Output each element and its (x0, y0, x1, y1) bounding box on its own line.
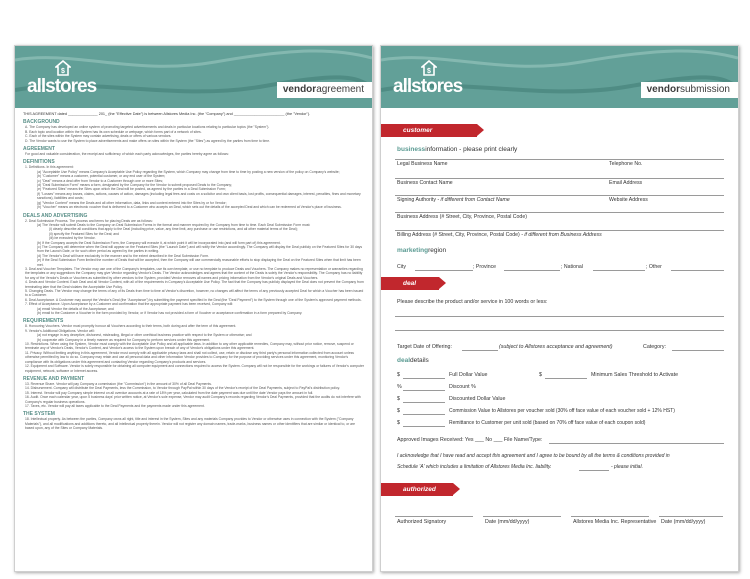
authorized-ribbon: authorized (381, 483, 453, 496)
clause-text: (a) not engage in any deceptive, dishonest, misleading, illegal or other unethical business practice with respect to the System or otherwise; and (37, 333, 252, 338)
clause-text: 5. Changing Deals. The Vendor may change the terms of any of its Deals from time to time at Vendor's discretion, however, no changes will affect the terms of any previously accepted Deal for which a Voucher has been issued to a Customer. (25, 289, 364, 298)
section-heading: BACKGROUND (23, 119, 60, 126)
clause-text: (g) "Vendor Content" means the Deals and all other information, data, links and content entered into the Sites by or for Vendor; (37, 200, 227, 205)
section-heading: REVENUE AND PAYMENT (23, 375, 85, 382)
date-label: Date (mm/dd/yyyy) (485, 519, 530, 525)
field-rule[interactable] (403, 378, 445, 379)
deal-ribbon: deal (381, 277, 439, 290)
clause-text: 3. Deal and Voucher Templates. The Vendor may use one of the Company's templates, use its own template, or use no template to produce Deals and Vouchers. The Company makes no representation or warranties regarding the templates or any suggestions the Company may give Vendor regarding Vendor's Deals. The Vendor acknowledges and agrees that the content of the Deals is solely the Vendor's responsibility. The Company has no liability for any of the Vendor's Deals or Vouchers as submitted by other vendors to the System, provided Vendor removes all names and pricing information from the Vendor's original Deals and Vouchers. (25, 266, 363, 280)
full-dollar-value-label: Full Dollar Value (449, 372, 488, 378)
discount-symbol: % (397, 384, 402, 390)
field-rule (671, 270, 724, 271)
field-rule (395, 230, 724, 231)
signature-line[interactable] (659, 516, 723, 517)
deal-details-heading-rest: details (410, 357, 429, 364)
billing-address-label: Billing Address (# Street, City, Province, Postal Code) (397, 232, 520, 238)
telephone-field[interactable]: Telephone No. (609, 161, 643, 167)
date-label: Date (mm/dd/yyyy) (661, 519, 706, 525)
business-contact-name-field[interactable]: Business Contact Name (397, 180, 453, 186)
billing-address-field[interactable] (397, 232, 602, 238)
deal-details-heading (397, 357, 429, 364)
clause-text: 12. Equipment and Software. Vendor is solely responsible for obtaining all computer equipment and connections required to access the System. Company will not be responsible for the workings or failures of Vendor's computer equipment, network, software or Internet access. (25, 364, 364, 373)
marketing-heading-bold: marketing (397, 247, 429, 254)
clause-text: 2. Deal Submission Process. The process and terms for placing Deals are as follows: (25, 218, 153, 223)
signature-line[interactable] (571, 516, 649, 517)
discounted-dollar-symbol: $ (397, 396, 400, 402)
clause-text: (iii) be executed by the Vendor. (49, 236, 96, 241)
clause-text: 8. Honouring Vouchers. Vendor must promptly honour all Vouchers according to their terms, both during and after the term of this agreement. (25, 324, 237, 329)
clause-text: (a) The Vendor will submit Deals to the Company on Deal Submission Forms in the format and manner required by the Company from time to time. Each Deal Submission Form must: (37, 222, 311, 227)
clause-text: A. The Company has developed an online system of promoting targeted advertisements and deals in particular locations relating to particular topics (the "System"). (25, 125, 270, 130)
email-address-field[interactable]: Email Address (609, 180, 643, 186)
clause-text: 1. Definitions. In this agreement: (25, 165, 74, 170)
target-date-label: Target Date of Offering: (397, 344, 452, 350)
business-heading (397, 146, 517, 153)
header-banner (381, 46, 738, 108)
region-national-field[interactable]: ; National (561, 264, 583, 270)
clause-text: (b) "Customer" means a customer, potential customer, or any end user of the System; (37, 174, 166, 179)
clause-text: 16. Audit. Once each calendar year, upon 5 business days' prior written notice, at Vendor's sole expense, Vendor may audit Company's records regarding Vendor's Deal Payments, provided that the audits do not interfere with Company's regular business operations. (25, 395, 361, 404)
section-heading: DEFINITIONS (23, 159, 55, 166)
description-line[interactable] (395, 330, 724, 331)
field-rule[interactable] (545, 378, 587, 379)
billing-address-note: - if different from Business Address (521, 232, 602, 238)
signing-authority-label: Signing Authority (397, 197, 436, 203)
agreement-sections (23, 119, 364, 430)
signature-line[interactable] (483, 516, 561, 517)
target-date-field[interactable] (397, 344, 452, 350)
field-rule (549, 443, 724, 444)
customer-ribbon: customer (381, 124, 477, 137)
agreement-body (23, 112, 364, 567)
business-heading-rest: information - please print clearly (425, 146, 518, 153)
clause-text: C. Each of the sites within the System may contain advertising, deals or offers of various vendors. (25, 134, 172, 139)
field-rule (462, 350, 498, 351)
clause-text: (a) "Acceptable Use Policy" means Company's Acceptable Use Policy regarding the System, which Company may change from time to time by posting a new version of the policy on Company's website; (37, 169, 340, 174)
house-icon (421, 60, 437, 76)
signing-authority-note: - if different from Contact Name (437, 197, 510, 203)
brand-name: allstores (27, 76, 97, 97)
clause-text: (c) "Deal" means a deal offer from Vendor to a Customer through one or more Sites; (37, 178, 163, 183)
ack-2-text: Schedule 'A' which includes a limitation of Allstores Media Inc. liability. (397, 464, 552, 470)
field-rule (593, 270, 645, 271)
header-banner (15, 46, 372, 108)
min-threshold-symbol: $ (539, 372, 542, 378)
approved-images-field[interactable]: Approved Images Received: Yes ___ No ___ File Name/Type: (397, 437, 543, 443)
vendor-agreement-page (14, 45, 373, 572)
ack-1-text: I acknowledge that I have read and accept this agreement and I agree to be bound by all the terms & conditions provided in (397, 453, 670, 459)
clause-text: 10. Restrictions. When using the System, Vendor must comply with the Acceptable Use Policy and all applicable laws. In addition to any other applicable remedies, Company may, without prior notice, remove, suspend or terminate any of Vendor's Deals, Vendor's Content, and Vendor's access to the System upon breach of any of Vendor's obligations under this agreement. (25, 342, 354, 351)
region-province-field[interactable]: ; Province (473, 264, 497, 270)
clause-text: (e) "Featured Sites" means the Sites upon which the Deal will be posted, as agreed by the parties in a Deal Submission Form; (37, 187, 226, 192)
clause-text: 7. Effect of Acceptance. Upon Acceptance by a Customer and confirmation that the appropriate payment has been received, Company will: (25, 302, 234, 307)
discounted-dollar-label: Discounted Dollar Value (449, 396, 506, 402)
allstores-logo (393, 60, 483, 104)
field-rule[interactable] (403, 414, 445, 415)
clause-text: 13. Revenue Share. Vendor will pay Company a commission (the "Commission") in the amount of 30% of all Deal Payments. (25, 381, 212, 386)
deal-details-heading-bold: deal (397, 357, 411, 364)
field-rule (415, 270, 473, 271)
marketing-heading (397, 247, 446, 254)
agreement-intro: THIS AGREEMENT dated ______________ 201_ (the "Effective Date") is between Allstores Media Inc. (the "Company") and ________________________ (the "Vendor"). (23, 112, 311, 116)
ack-3-text: - please initial. (611, 464, 643, 470)
document-title-bar (277, 82, 372, 98)
category-field[interactable]: Category: (643, 344, 666, 350)
authorized-signatory-label: Authorized Signatory (397, 519, 447, 525)
clause-text: (c) The Company will determine when the Deal will appear on the Featured Sites (the "Launch Date") and will notify the Vendor accordingly. The Company will display the Deal publicly on the Featured Sites for 30 days from the Launch Date, or for such other period as agreed by the parties in writing. (37, 244, 363, 254)
section-heading: AGREEMENT (23, 146, 55, 153)
signing-authority-field[interactable] (397, 197, 510, 203)
acknowledgement-line-2 (397, 464, 551, 470)
vendor-submission-page (380, 45, 739, 572)
clause-text: (ii) specify the Featured Sites for the Deal; and (49, 231, 119, 236)
clause-text: (b) email to the Customer a Voucher in the form provided by Vendor, or if Vendor has not provided a form of Voucher or acceptance confirmation in a form prepared by Company. (37, 311, 303, 316)
clause-text: 15. Interest. Vendor will pay Company simple interest on all overdue accounts at a rate of 18% per year, calculated from the date payment was due until the date Vendor pays the amount in full. (25, 390, 314, 395)
clause-text: 6. Deal Acceptance. A Customer may accept the Vendor's Deal (the "Acceptance") by submitting the payment specified in the Deal (the "Deal Payment") to the System through one of the System's approved payment methods. (25, 297, 362, 302)
clause-text: 9. Vendor's Additional Obligations. Vendor will: (25, 328, 95, 333)
clause-text: (i) clearly describe all conditions that apply to the Deal (including price, value, any time limit, any purchase or use restrictions, and all other material terms of the Deal); (49, 227, 298, 232)
clause-text: 14. Disbursement. Company will distribute the Deal Payments, less the Commission, to Vendor through PayPal within 30 days of the Vendor's receipt of the Deal Payments, subject to PayPal's distribution policy. (25, 386, 341, 391)
acknowledgement-line-3 (611, 464, 643, 470)
clause-text: (b) If the Company accepts the Deal Submission Form, the Company will execute it, at which point it will be incorporated into (and will form part of) this agreement. (37, 240, 281, 245)
allstores-logo (27, 60, 117, 104)
remittance-label: Remittance to Customer per unit sold (based on 70% off face value of each coupon sold) (449, 420, 646, 426)
full-dollar-symbol: $ (397, 372, 400, 378)
field-rule (395, 212, 724, 213)
field-rule (395, 195, 724, 196)
discount-label: Discount % (449, 384, 476, 390)
region-other-field[interactable]: ; Other (646, 264, 662, 270)
clause-text: (d) The Vendor's Deal will have exclusivity in the manner and to the extent described in the Deal Submission Form. (37, 253, 210, 258)
clause-text: 17. Taxes, etc. Vendor will pay all taxes applicable to the Deal Payments and the payments made under this agreement. (25, 403, 205, 408)
section-heading: REQUIREMENTS (23, 318, 64, 325)
target-date-note-text: (subject to Allstores acceptance and agreement) (499, 344, 613, 350)
brand-name: allstores (393, 76, 463, 97)
field-rule (504, 270, 560, 271)
field-rule[interactable] (403, 402, 445, 403)
acknowledgement-line-1 (397, 453, 670, 459)
business-address-field[interactable]: Business Address (# Street, City, Province, Postal Code) (397, 214, 527, 220)
target-date-note (499, 344, 612, 350)
clause-text: (a) email Vendor the details of the Acceptance; and (37, 306, 114, 311)
clause-text: 4. Deals and Vendor Content. Each Deal and all Vendor Content, with all of the requirements in Company's Acceptable Use Policy. The fact that the Company has publicly displayed the Deal does not prevent the Company from terminating later that the Deal violates the Acceptable Use Policy. (25, 280, 364, 289)
title-strong: vendor (646, 84, 680, 95)
field-rule[interactable] (403, 426, 445, 427)
deal-description-prompt: Please describe the product and/or service in 100 words or less: (397, 299, 548, 305)
marketing-heading-rest: region (428, 247, 447, 254)
description-line[interactable] (395, 316, 724, 317)
clause-text: 11. Privacy. Without limiting anything in this agreement, Vendor must comply with all applicable privacy laws and shall not collect, use, retain or disclose any third party's personal information collected from account unless otherwise permitted by law to do so. Company may retain and use all personal data and other information Vendor provides to Company for the purpose of providing services under this agreement, monitoring Vendor's compliance with its obligations under this agreement and contacting Vendor regarding Company's products and services. (25, 350, 355, 364)
region-city-field[interactable]: City (397, 264, 406, 270)
svg-text:$: $ (427, 68, 431, 75)
initial-line[interactable] (579, 470, 609, 471)
field-rule (395, 159, 724, 160)
min-threshold-label: Minimum Sales Threshold to Activate (591, 372, 679, 378)
field-rule (395, 178, 724, 179)
clause-text: (h) "Voucher" means an electronic voucher that is delivered to a Customer who accepts an Deal, which sets out the details of the accepted Deal and which can be redeemed at Vendor's place of business. (37, 205, 342, 210)
legal-business-name-field[interactable]: Legal Business Name (397, 161, 448, 167)
title-light: submission (679, 84, 730, 95)
field-rule[interactable] (403, 390, 445, 391)
commission-label: Commission Value to Allstores per voucher sold (30% off face value of each voucher sold + 12% HST) (449, 408, 675, 414)
svg-text:$: $ (61, 68, 65, 75)
clause-text: (d) "Deal Submission Form" means a form, designated by the Company for the Vendor to submit proposed Deals to the Company; (37, 183, 233, 188)
title-strong: vendor (282, 84, 317, 95)
clause-text: (e) If the Deal Submission Form limited the number of Deals that will be accepted, then the Company will use commercially reasonable efforts to stop displaying the Deal on the Featured Sites when that limit has been met. (37, 258, 361, 267)
clause-text: (f) "Losses" means any losses, claims, actions, causes of action, damages (including legal fees and costs on a solicitor and own client basis, lost profits, consequential damages, interest, penalties, fines and monetary sanctions), liabilities and costs; (37, 191, 361, 201)
clause-text: D. The Vendor wants to use the System to place advertisements and make offers on sites within the System (the "Sites") as agreed by the parties from time to time. (25, 138, 271, 143)
document-title-bar (641, 82, 738, 98)
field-rule (672, 350, 724, 351)
clause-text: 18. Intellectual property. As between the parties, Company owns all right, title and interest in the System, Sites and any materials Company provides to Vendor or otherwise uses in connection with the System ("Company Materials"), and all modifications and additions thereto, and all intellectual property therein. Vendor will not register any domain names, trade-marks, business names or other identifiers that are similar or identical to, or are based upon, any of the Sites or Company Materials. (25, 417, 356, 431)
clause-text: For good and valuable consideration, the receipt and sufficiency of which each party acknowledges, the parties hereby agree as follows: (25, 152, 229, 157)
allstores-representative-label: Allstores Media Inc. Representative (573, 519, 657, 525)
clause-text: (b) cooperate with Company in a timely manner as required for Company to perform services under this agreement. (37, 337, 211, 342)
clause-text: B. Each topic and location within the System has its own schedule or webpage, which forms part of a network of sites. (25, 129, 202, 134)
remittance-symbol: $ (397, 420, 400, 426)
business-heading-bold: business (397, 146, 426, 153)
section-heading: THE SYSTEM (23, 411, 55, 418)
signature-line[interactable] (395, 516, 473, 517)
website-address-field[interactable]: Website Address (609, 197, 648, 203)
commission-symbol: $ (397, 408, 400, 414)
house-icon (55, 60, 71, 76)
section-heading: DEALS AND ADVERTISING (23, 212, 88, 219)
title-light: agreement (316, 84, 364, 95)
